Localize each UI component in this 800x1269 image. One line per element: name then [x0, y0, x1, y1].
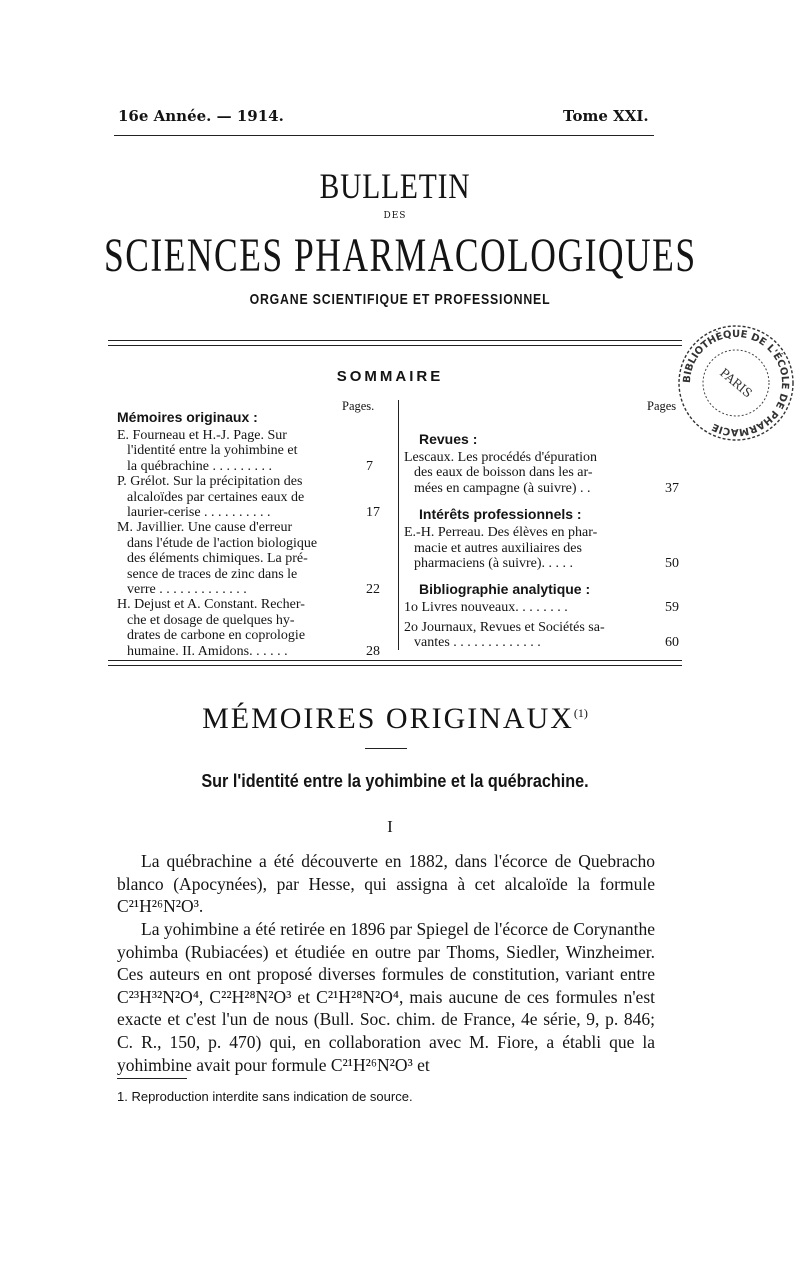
- pages-label-left: Pages.: [342, 399, 375, 413]
- journal-title-line1: BULLETIN: [319, 166, 471, 206]
- toc-entry-line: verre . . . . . . . . . . . . .: [127, 582, 247, 597]
- toc-entry-line: alcaloïdes par certaines eaux de: [127, 489, 305, 505]
- toc-page-number: 37: [665, 480, 679, 496]
- toc-page-number: 60: [665, 635, 679, 651]
- toc-entry-line: pharmaciens (à suivre). . . . .: [414, 556, 573, 571]
- masthead-rule-top: [108, 340, 682, 341]
- toc-entry-line: macie et autres auxiliaires des: [414, 540, 582, 556]
- toc-entry-line: che et dosage de quelques hy-: [127, 612, 295, 628]
- toc-section-title: Intérêts professionnels :: [419, 506, 582, 523]
- footnote-rule: [117, 1078, 187, 1079]
- paragraph-1: La québrachine a été découverte en 1882, dans l'écorce de Quebracho blanco (Apocynées), par Hesse, qui assigna à cet alcaloïde la formule C²¹H²⁶N²O³.: [117, 851, 655, 917]
- toc-entry-line: laurier-cerise . . . . . . . . . .: [127, 505, 271, 520]
- toc-entry-line: sence de traces de zinc dans le: [127, 566, 298, 582]
- article-title: Sur l'identité entre la yohimbine et la québrachine.: [201, 771, 589, 791]
- footnote: 1. Reproduction interdite sans indication de source.: [117, 1089, 413, 1104]
- section-heading: MÉMOIRES ORIGINAUX$^{(1)}$: [202, 702, 588, 735]
- toc-entry-line: P. Grélot. Sur la précipitation des: [117, 474, 303, 490]
- sommaire-rule-bottom: [108, 665, 682, 666]
- toc-entry-line: l'identité entre la yohimbine et: [127, 443, 298, 459]
- toc-entry-line: des eaux de boisson dans les ar-: [414, 465, 593, 481]
- header-year: 16e Année. — 1914.: [118, 107, 284, 125]
- toc-entry-line: Lescaux. Les procédés d'épuration: [404, 450, 597, 465]
- journal-title-des: DES: [383, 211, 407, 221]
- toc-entry-line: des éléments chimiques. La pré-: [127, 551, 308, 567]
- toc-page-number: 59: [665, 600, 679, 616]
- toc-entry-line: H. Dejust et A. Constant. Recher-: [117, 597, 305, 613]
- toc-entry-line: E. Fourneau et H.-J. Page. Sur: [117, 428, 287, 443]
- toc-section-title: Bibliographie analytique :: [419, 581, 591, 598]
- masthead-rule-bottom: [108, 345, 682, 346]
- toc-entry-line: dans l'étude de l'action biologique: [127, 535, 318, 551]
- toc-page-number: 17: [366, 505, 380, 520]
- toc-entry-line: drates de carbone en coprologie: [127, 628, 306, 644]
- toc-entry-line: E.-H. Perreau. Des élèves en phar-: [404, 525, 598, 541]
- toc-entry-line: vantes . . . . . . . . . . . . .: [414, 635, 541, 651]
- section-heading-rule: [365, 748, 407, 749]
- toc-entry-line: humaine. II. Amidons. . . . . .: [127, 643, 288, 659]
- toc-entry-line: 1o Livres nouveaux. . . . . . . .: [404, 600, 568, 616]
- toc-page-number: 28: [366, 643, 380, 659]
- sommaire-rule-top: [108, 660, 682, 661]
- toc-page-number: 22: [366, 582, 380, 597]
- toc-entry-line: 2o Journaux, Revues et Sociétés sa-: [404, 619, 605, 635]
- header-tome: Tome XXI.: [563, 107, 649, 125]
- sommaire-heading: SOMMAIRE: [336, 368, 444, 385]
- toc-page-number: 50: [665, 556, 679, 571]
- stamp-ring-text: BIBLIOTHÈQUE DE L'ÉCOLE DE PHARMACIE: [681, 328, 791, 438]
- pages-label-right: Pages: [647, 399, 677, 413]
- toc-entry-line: M. Javillier. Une cause d'erreur: [117, 520, 293, 536]
- toc-section-title: Revues :: [419, 431, 478, 447]
- paragraph-2: La yohimbine a été retirée en 1896 par Spiegel de l'écorce de Corynanthe yohimba (Rubiacées) et étudiée en outre par Thoms, Siedler, Winzheimer. Ces auteurs en ont proposé diverses formules de constitution, variant entre C²³H³²N²O⁴, C²²H²⁸N²O³ et C²¹H²⁸N²O⁴, mais aucune de ces formules n'est exacte et c'est l'un de nous (Bull. Soc. chim. de France, 4e série, 9, p. 846; C. R., 150, p. 470) qui, en collaboration avec M. Fiore, a établi que la yohimbine avait pour formule C²¹H²⁶N²O³ et: [117, 919, 655, 1075]
- footnote-marker: (1): [573, 706, 588, 720]
- journal-subtitle: ORGANE SCIENTIFIQUE ET PROFESSIONNEL: [249, 291, 551, 308]
- article-part-number: I: [387, 817, 393, 836]
- toc-section-memoires: Mémoires originaux :: [117, 409, 258, 425]
- sommaire-column-divider: [398, 400, 399, 650]
- stamp-center-text: PARIS: [717, 365, 755, 401]
- journal-title-line2: SCIENCES PHARMACOLOGIQUES: [104, 229, 697, 282]
- header-rule: [114, 135, 654, 136]
- toc-page-number: 7: [366, 458, 373, 474]
- toc-entry-line: la québrachine . . . . . . . . .: [127, 458, 273, 474]
- toc-entry-line: mées en campagne (à suivre) . .: [414, 480, 591, 496]
